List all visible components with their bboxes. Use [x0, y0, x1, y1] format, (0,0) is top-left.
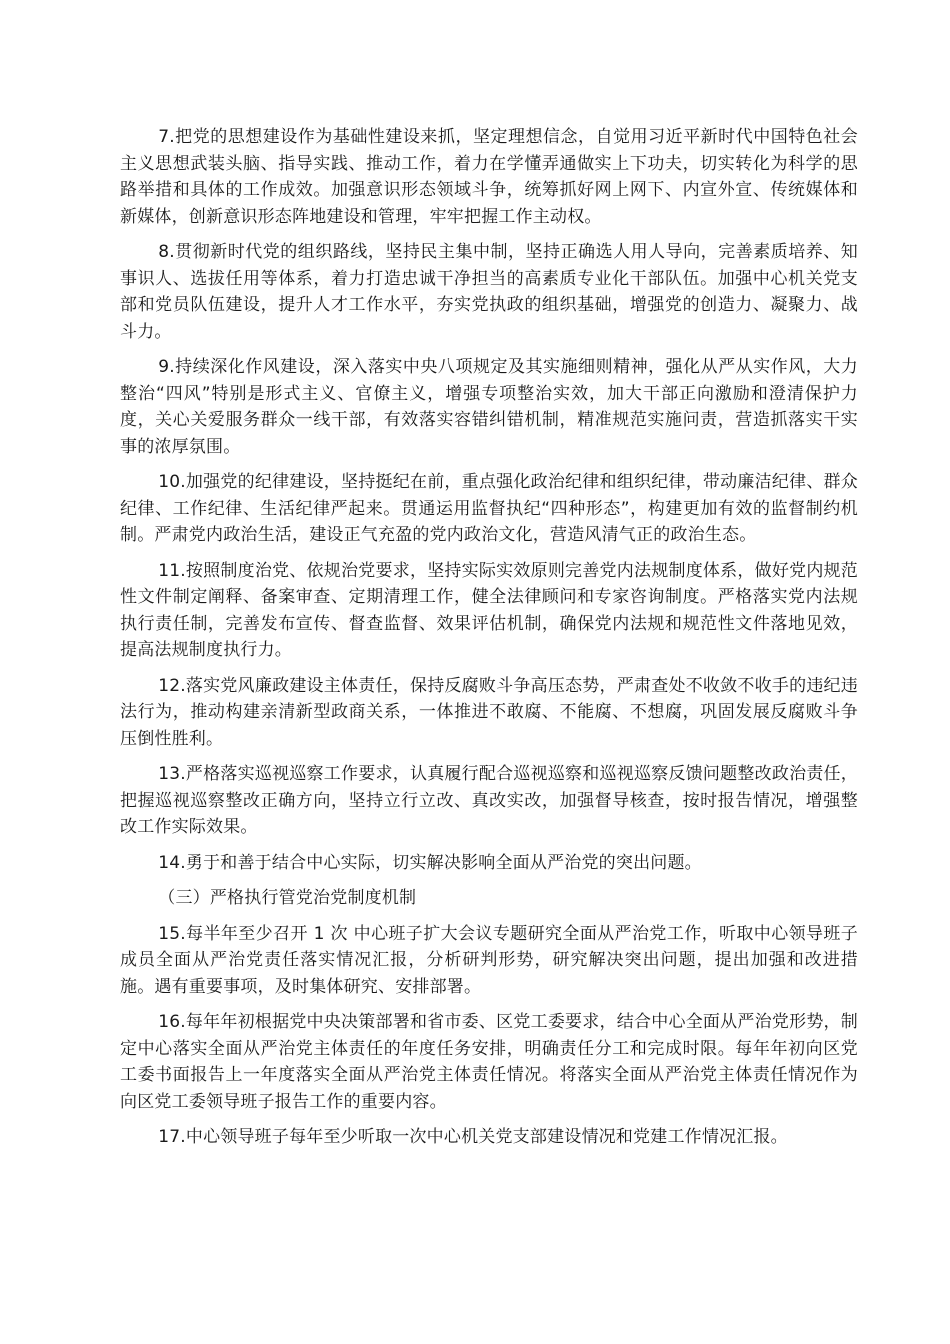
paragraph-11: 11.按照制度治党、依规治党要求，坚持实际实效原则完善党内法规制度体系，做好党内规范性文件制定阐释、备案审查、定期清理工作，健全法律顾问和专家咨询制度。严格落实党内法规执行责任制，完善发布宣传、督查监督、效果评估机制，确保党内法规和规范性文件落地见效，提高法规制度执行力。 — [120, 560, 858, 660]
paragraph-15: 15.每半年至少召开 1 次 中心班子扩大会议专题研究全面从严治党工作，听取中心领导班子成员全面从严治党责任落实情况汇报，分析研判形势，研究解决突出问题，提出加强和改进措施。遇有重要事项，及时集体研究、安排部署。 — [120, 923, 858, 997]
paragraph-10: 10.加强党的纪律建设，坚持挺纪在前，重点强化政治纪律和组织纪律，带动廉洁纪律、群众纪律、工作纪律、生活纪律严起来。贯通运用监督执纪“四种形态”，构建更加有效的监督制约机制。严肃党内政治生活，建设正气充盈的党内政治文化，营造风清气正的政治生态。 — [120, 472, 858, 545]
section-heading: （三）严格执行管党治党制度机制 — [158, 888, 417, 908]
paragraph-8: 8.贯彻新时代党的组织路线，坚持民主集中制，坚持正确选人用人导向，完善素质培养、知事识人、选拔任用等体系，着力打造忠诚干净担当的高素质专业化干部队伍。加强中心机关党支部和党员队伍建设，提升人才工作水平，夯实党执政的组织基础，增强党的创造力、凝聚力、战斗力。 — [120, 242, 858, 342]
paragraph-17: 17.中心领导班子每年至少听取一次中心机关党支部建设情况和党建工作情况汇报。 — [158, 1127, 788, 1147]
paragraph-9: 9.持续深化作风建设，深入落实中央八项规定及其实施细则精神，强化从严从实作风，大力整治“四风”特别是形式主义、官僚主义，增强专项整治实效，加大干部正向激励和澄清保护力度，关心关爱服务群众一线干部，有效落实容错纠错机制，精准规范实施问责，营造抓落实干实事的浓厚氛围。 — [120, 357, 858, 457]
paragraph-13: 13.严格落实巡视巡察工作要求，认真履行配合巡视巡察和巡视巡察反馈问题整改政治责任，把握巡视巡察整改正确方向，坚持立行立改、真改实改，加强督导核查，按时报告情况，增强整改工作实际效果。 — [120, 764, 858, 837]
paragraph-16: 16.每年年初根据党中央决策部署和省市委、区党工委要求，结合中心全面从严治党形势，制定中心落实全面从严治党主体责任的年度任务安排，明确责任分工和完成时限。每年年初向区党工委书面报告上一年度落实全面从严治党主体责任情况。将落实全面从严治党主体责任情况作为向区党工委领导班子报告工作的重要内容。 — [120, 1012, 858, 1112]
document-body — [120, 124, 858, 1160]
paragraph-7: 7.把党的思想建设作为基础性建设来抓，坚定理想信念，自觉用习近平新时代中国特色社会主义思想武装头脑、指导实践、推动工作，着力在学懂弄通做实上下功夫，切实转化为科学的思路举措和具体的工作成效。加强意识形态领域斗争，统筹抓好网上网下、内宣外宣、传统媒体和新媒体，创新意识形态阵地建设和管理，牢牢把握工作主动权。 — [120, 127, 858, 227]
paragraph-12: 12.落实党风廉政建设主体责任，保持反腐败斗争高压态势，严肃查处不收敛不收手的违纪违法行为，推动构建亲清新型政商关系，一体推进不敢腐、不能腐、不想腐，巩固发展反腐败斗争压倒性胜利。 — [120, 675, 858, 749]
paragraph-14: 14.勇于和善于结合中心实际，切实解决影响全面从严治党的突出问题。 — [158, 852, 702, 873]
